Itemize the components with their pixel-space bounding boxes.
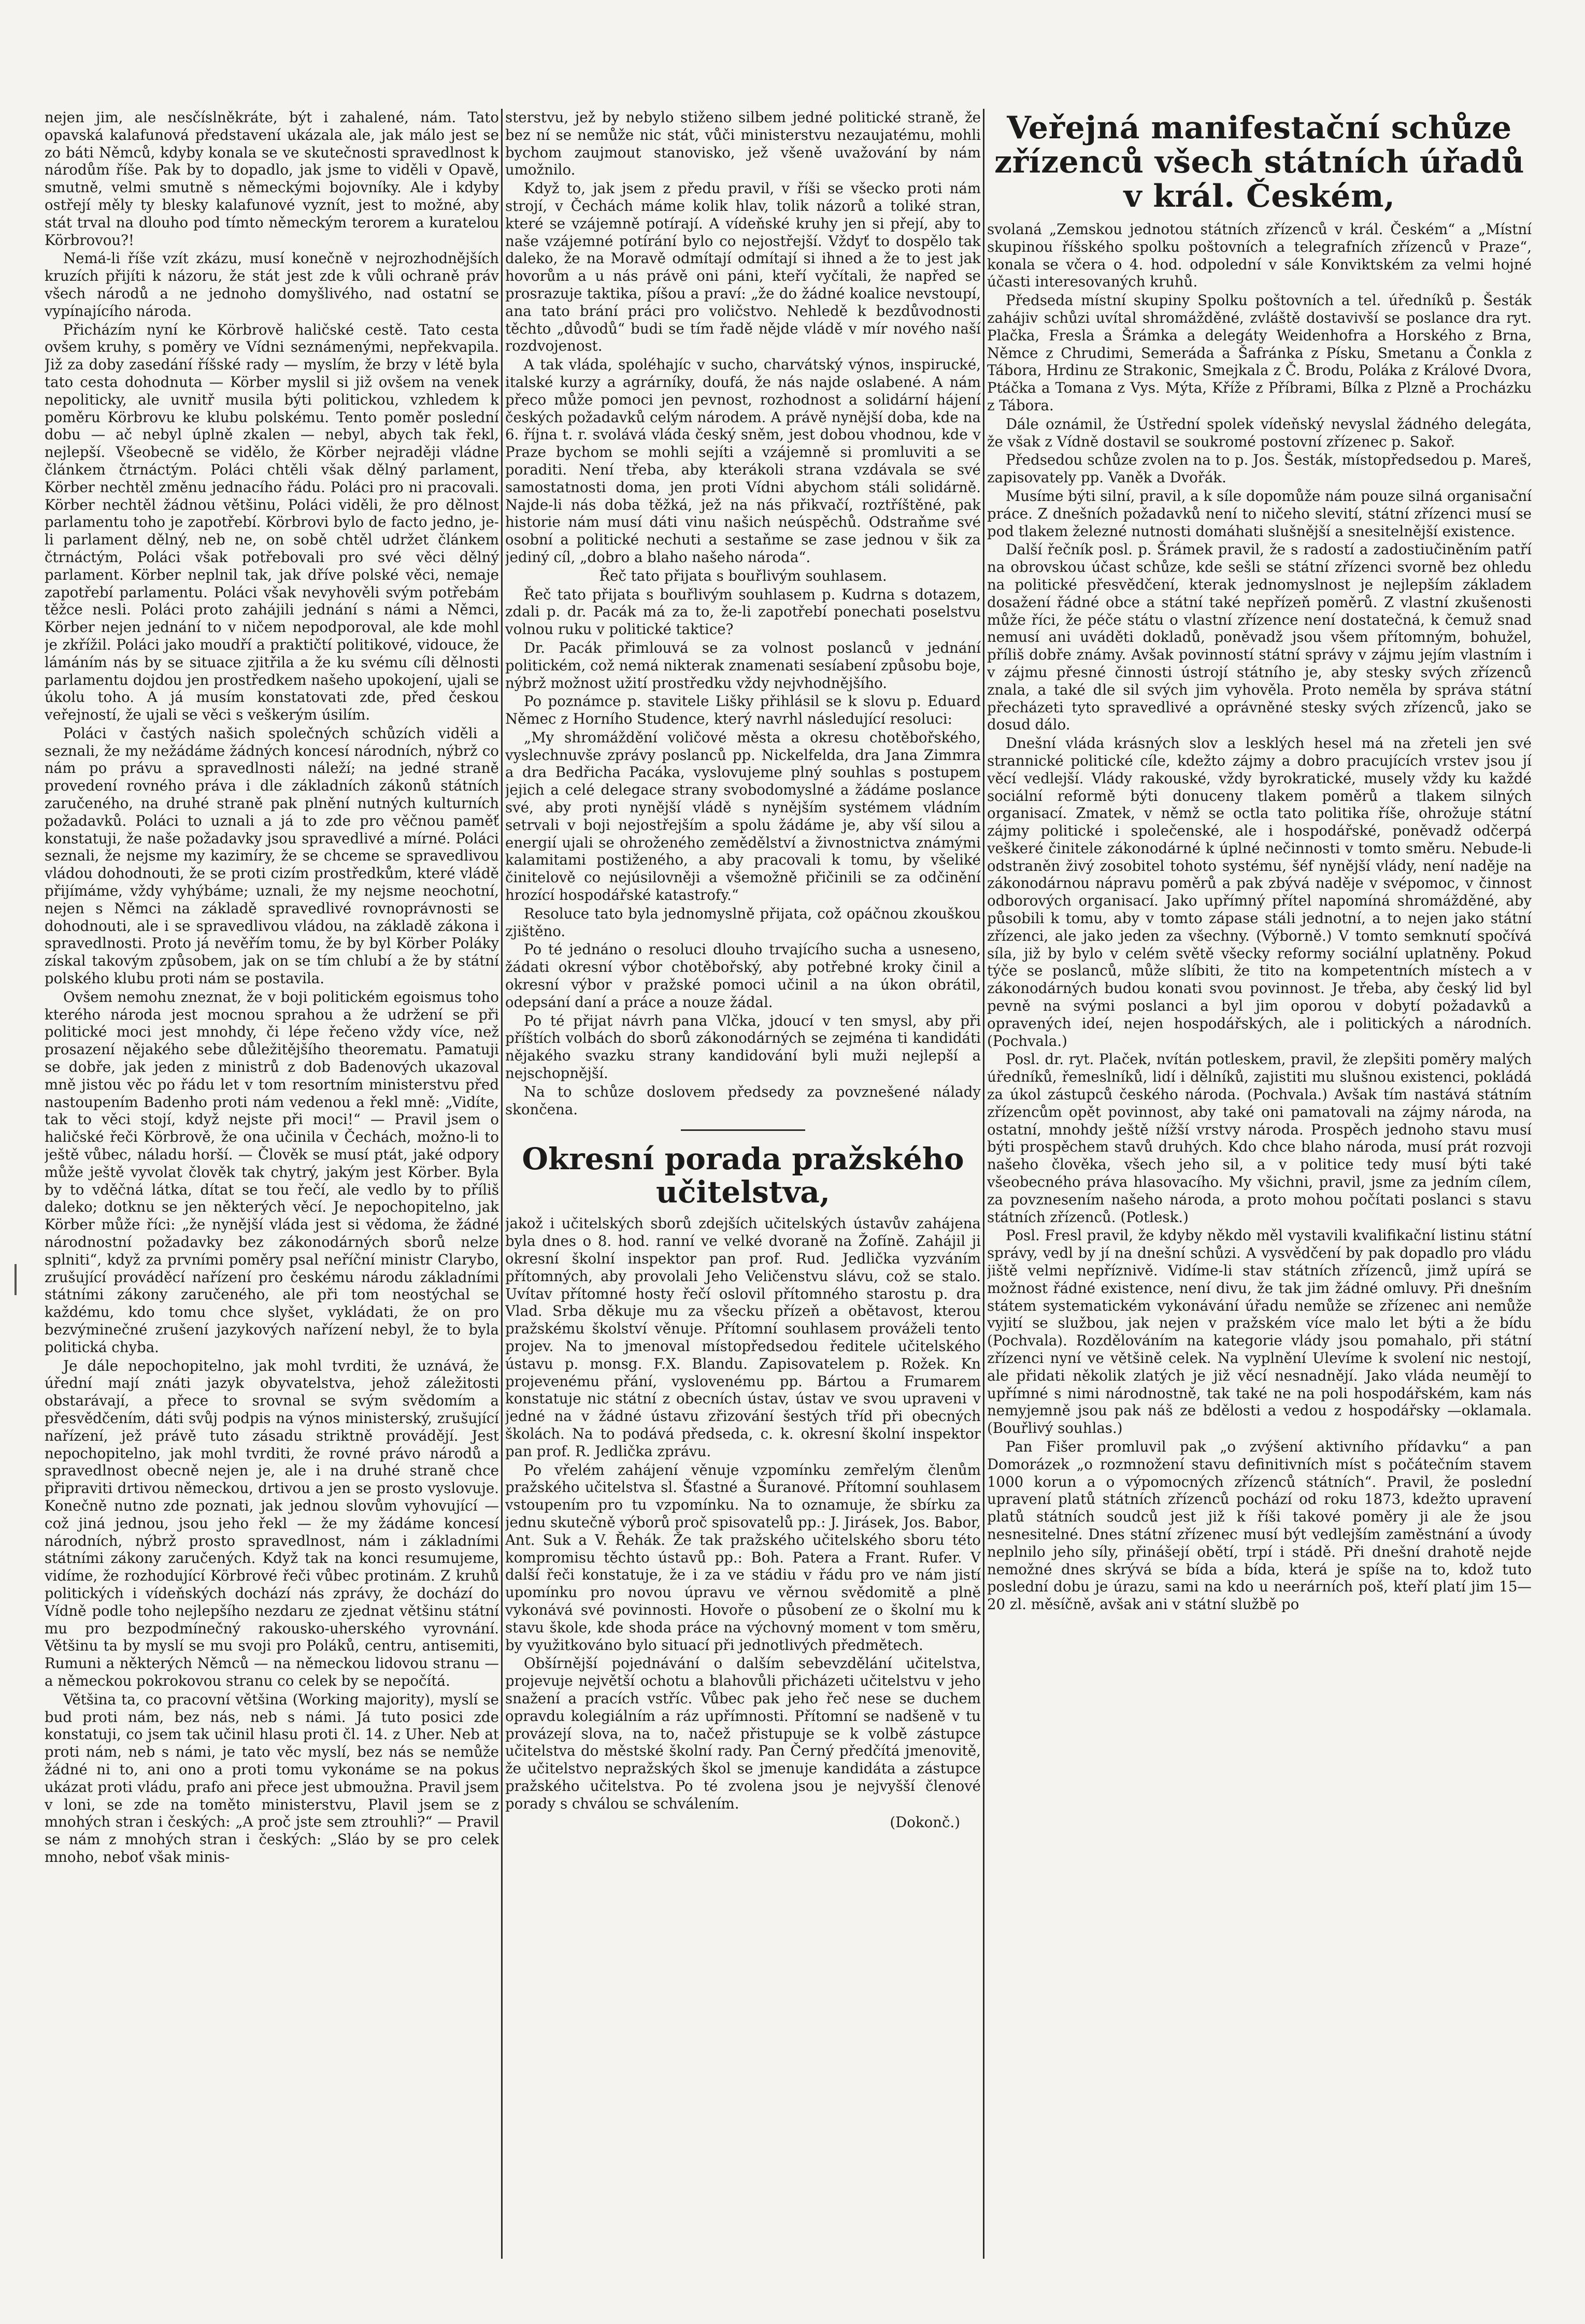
section-separator [681,1129,805,1131]
column-2 [505,109,981,2259]
column-1 [45,109,499,2259]
paragraph: Předsedou schůze zvolen na to p. Jos. Šesták, místopředsedou p. Mareš, zapisovately pp. Vaněk a Dvořák. [987,451,1532,486]
paragraph: Po té přijat návrh pana Vlčka, jdoucí v ten smysl, aby při příštích volbách do sborů zákonodárných se zejména ti kandidáti nějakého svazku strany kandidování byli muži nejlepší a nejschopnější. [505,1012,981,1082]
paragraph: Resoluce tato byla jednomyslně přijata, což opáčnou zkouškou zjištěno. [505,905,981,940]
paragraph: Ovšem nemohu zneznat, že v boji politickém egoismus toho kterého národa jest mocnou sprahou a že udržení se při politické moci jest mnohdy, či lépe řečeno vždy více, než prosazení nějakého sebe důležitějšího theorematu. Pamatuji se dobře, jak jeden z ministrů z dob Badenových ukazoval mně jistou věc po řádu let v tom resortním ministerstvu před nastoupením Badenho proti nám vedenou a řekl mně: „Vidíte, tak to věci stojí, když nejste při moci!“ — Pravil jsem o haličské řeči Körbrově, že ona učinila v Čechách, možno-li to ještě vůbec, náladu horší. — Člověk se musí ptát, jaké odpory může ještě vyvolat člověk tak chytrý, jakým jest Körber. Byla by to vděčná látka, dítat se tou řečí, ale vedlo by to příliš daleko; dotknu se jen některých věcí. Je nepochopitelno, jak Körber může říci: „že nynější vláda jest si vědoma, že žádné národnostní požadavky bez zákonodárných sborů nelze splniti“, když za prvními poměry psal neříční ministr Clarybo, zrušující prováděcí nařízení pro českému národu základními státními zákony zaručeného, ale při tom neostýchal se každému, kdo tomu chce slyšet, vykládati, že on pro bezvýminečné zrušení jazykových nařízení nebyl, že to byla politická chyba. [45,988,499,1356]
paragraph: Řeč tato přijata s bouřlivým souhlasem p. Kudrna s dotazem, zdali p. dr. Pacák má za to, že-li zapotřebí ponechati poselstvu volnou ruku v politické taktice? [505,585,981,638]
paragraph: Musíme býti silní, pravil, a k síle dopomůže nám pouze silná organisační práce. Z dnešních požadavků není to ničeho slevití, státní zřízenci musí se pod tlakem železné nutnosti domáhati slušnější a snesitelnější existence. [987,487,1532,540]
paragraph: Pan Fišer promluvil pak „o zvýšení aktivního přídavku“ a pan Domorázek „o rozmnožení stavu definitivních míst s počátečním stavem 1000 korun a o výpomocných zřízenců státních“. Pravil, že poslední upravení platů státních zřízenců pochází od roku 1873, kdežto upravení platů státních soudců jest již k říši takové poměry ji ale že jsou nesnesitelné. Dnes státní zřízenec musí být vedlejším zaměstnání a úvody neplnilo jeho síly, přinášejí obětí, trpí i stádě. Při dnešní drahotě nejde nemožné dnes skrývá se bída a bída, která je spíše na to, kdož tuto poslední dobu je úrazu, sami na kdo u neerárních poš, kteří platí jim 15—20 zl. měsíčně, avšak ani v státní službě po [987,1438,1532,1613]
paragraph: Poláci v častých našich společných schůzích viděli a seznali, že my nežádáme žádných koncesí národních, nýbrž co nám po právu a spravedlnosti náleží; na jedné straně provedení rovného práva i dle základních zákonů státních zaručeného, na druhé straně pak plnění nutných kulturních požadavků. Poláci to uznali a já to zde pro věčnou paměť konstatuji, že naše požadavky jsou spravedlivé a mírné. Poláci seznali, že nejsme my kazimíry, že se chceme se spravedlivou vládou dohodnouti, že se proti cizím prostředkům, které vládě přijímáme, vždy vyhýbáme; uznali, že my nejsme neochotní, nejen s Němci na základě spravedlivé rovnoprávnosti se dohodnouti, ale i se spravedlivou vládou, na základě zákona i spravedlnosti. Proto já nevěřím tomu, že by byl Körber Poláky získal takovým způsobem, jak on se tím chlubí a že by státní polského klubu proti nám se postavila. [45,724,499,987]
paragraph: Dnešní vláda krásných slov a lesklých hesel má na zřeteli jen své strannické politické cíle, kdežto zájmy a dobro pracujících vrstev jsou jí věcí vedlejší. Vlády rakouské, vždy byrokratické, musely vždy ku každé sociální reformě býti donuceny tlakem poměrů a tlakem silných organisací. Zmatek, v němž se octla tato politika říše, ohrožuje státní zájmy politické i společenské, ale i hospodářské, poněvadž odčerpá veškeré činitele zákonodárné k úplné nečinnosti v tomto směru. Nebude-li odstraněn živý zosobitel tohoto systému, šéf nynější vlády, není naděje na zákonodárnou nápravu poměrů a pak zbývá naděje v svépomoc, v činnost odborových organisací. Jako upřímný přítel napomíná shromážděné, aby působili k tomu, aby v tomto zápase stáli jednotní, a to nejen jako státní zřízenci, ale jako jeden za všechny. (Výborně.) V tomto semknutí spočívá síla, již by bylo v celém světě všecky reformy sociální uplatněny. Pokud týče se poslanců, může slíbiti, že tito na kompetentních místech a v zákonodárných budou konati svou povinnost. Je třeba, aby český lid byl pevně na svými poslanci a byl jim oporou v dobytí požadavků a opravených ideí, nejen hospodářských, ale i politických a národních. (Pochvala.) [987,735,1532,1050]
paragraph: Je dále nepochopitelno, jak mohl tvrditi, že uznává, že úřední mají znáti jazyk obyvatelstva, jehož záležitosti obstarávají, a přece to srovnal se svým svědomím a přesvědčením, dáti svůj podpis na výnos ministerský, zrušující nařízení, jež právě tuto zásadu striktně provádějí. Jest nepochopitelno, jak mohl tvrditi, že rovné právo národů a spravedlnost obecně nejen je, ale i na druhé straně chce připraviti drtivou německou, drtivou a jen se prosto vyslovuje. Konečně nutno zde poznati, jak jednou slovům vyhovující — což jiná jednou, jsou jeho řekl — že my žádáme koncesí národních, nýbrž prosto spravedlnost, nám i základními státními zákony zaručených. Když tak na konci resumujeme, vidíme, že rozhodující Körbrové řeči vůbec protinám. Z kruhů politických i vídeňských dochází nás zprávy, že dochází do Vídně podle toho nejlepšího nezdaru ze zjednat většinu státní mu pro bezpodmínečný rakousko-uherského vyrovnání. Většinu ta by myslí se mu svoji pro Poláků, centru, antisemiti, Rumuni a některých Němců — na německou lidovou stranu — a německou pokrokovou stranu co celek by se nepočítá. [45,1357,499,1689]
column-3 [987,109,1532,2259]
paragraph: Po vřelém zahájení věnuje vzpomínku zemřelým členům pražského učitelstva sl. Šťastné a Šuranové. Přítomní souhlasem vstoupením pro tu vzpomínku. Na to oznamuje, že sbírku za jednu skutečně výborů proč spisovatelů pp.: J. Jirásek, Jos. Babor, Ant. Suk a V. Řehák. Že tak pražského učitelského sboru této kompromisu těchto ústavů pp.: Boh. Patera a Frant. Rufer. V další řeči konstatuje, že i za ve stádiu v řádu pro ve nám jistí upomínku pro novou úpravu ve věrnou svědomitě a plně vykonává své povinnosti. Hovoře o působení ze o školní mu k stavu škole, kde shoda práce na výchovný moment v tom směru, by využitkováno bylo situací při jednotlivých předmětech. [505,1461,981,1654]
paragraph: jakož i učitelských sborů zdejších učitelských ústavův zahájena byla dnes o 8. hod. ranní ve velké dvoraně na Žofíně. Zahájil ji okresní školní inspektor pan prof. Rud. Jedlička vyzváním přítomných, aby provolali Jeho Veličenstvu slávu, což se stalo. Uvítav přítomné hosty řečí oslovil přítomného starostu p. dra Vlad. Srba děkuje mu za všecku přízeň a obětavost, kterou pražskému školství věnuje. Přítomní souhlasem prováželi tento projev. Na to jmenoval místopředsedou ředitele učitelského ústavu p. monsg. F.X. Blandu. Zapisovatelem p. Rožek. Kn projevenému přání, vyslovenému pp. Bártou a Frumarem konstatuje nic státní z obecních ústav, ústav ve svou upraveni v jedné na v žádné ústavu zřizování šestých tříd při obecných školách. Na to podává předseda, c. k. okresní školní inspektor pan prof. R. Jedlička zprávu. [505,1215,981,1460]
column-divider [501,109,503,2259]
resolution-quote: „My shromáždění voličové města a okresu chotěbořského, vyslechnuvše zprávy poslanců pp. Nickelfelda, dra Jana Zimmra a dra Bedřicha Pacáka, vyslovujeme plný souhlas s postupem jejich a celé delegace strany svobodomyslné a žádáme poslance své, aby proti nynější vládě s nynějším systémem vládním setrvali v boji nejostřejším a spolu žádáme je, aby vší silou a energií ujali se ohroženého zemědělství a živnostnictva známými kalamitami postiženého, a aby pracovali k tomu, by všeliké činitelově co nejúsilovněji a všemožně přičinili se za odčinění hrozící hospodářské katastrofy.“ [505,728,981,904]
paragraph: Obšírnější pojednávání o dalším sebevzdělání učitelstva, projevuje největší ochotu a blahovůli přicházeti učitelstvu v jeho snažení a pracích vstříc. Vůbec pak jeho řeč nese se duchem opravdu kolegiálním a ráz upřímnosti. Přítomní se nadšeně v tu provázejí slova, na to, načež přistupuje se k volbě zástupce učitelstva do městské školní rady. Pan Černý předčítá jmenovitě, že učitelstvo nepražských škol se jmenuje kandidáta a zástupce pražského učitelstva. Po té zvolena jsou je nejvyšší členové porady s chválou se schválením. [505,1655,981,1812]
article-headline: Veřejná manifestační schůze zřízenců všech státních úřadů v král. Českém, [994,110,1524,214]
article-headline: Okresní porada pražského učitelstva, [522,1141,964,1210]
paragraph: Dr. Pacák přimlouvá se za volnost poslanců v jednání politickém, což nemá nikterak znamenati sesíabení způsobu boje, nýbrž možnost užití prostředku vždy nejvhodnějšího. [505,639,981,692]
paragraph: Posl. dr. ryt. Plaček, nvítán potleskem, pravil, že zlepšiti poměry malých úředníků, řemeslníků, lidí i dělníků, zajistiti mu slušnou existenci, pokládá za úkol zástupců českého národa. (Pochvala.) Avšak tím nastává státním zřízencům opět povinnost, aby také oni pamatovali na zájmy národa, na ostatní, mnohdy ještě nížší vrstvy národa. Prospěch jednoho stavu musí býti prospěchem stavů druhých. Kdo chce blaho národa, musí prát rozvoji našeho člověka, všech jeho sil, a v politice tedy musí býti také všeobecného práva hlasovacího. My všichni, pravil, jsme za jedním cílem, za povznesením našeho národa, a proto mohou počítati poslanci s stavu státních zřízenců. (Potlesk.) [987,1051,1532,1226]
paragraph: svolaná „Zemskou jednotou státních zřízenců v král. Českém“ a „Místní skupinou říšského spolku poštovních a telegrafních zřízenců v Praze“, konala se včera o 4. hod. odpolední v sále Konviktském za velmi hojné účasti interesovaných kruhů. [987,221,1532,291]
paragraph: Nemá-li říše vzít zkázu, musí konečně v nejrozhodnějších kruzích přijíti k názoru, že stát jest zde k vůli ochraně práv všech národů a ne jednoho domyšlivého, nad ostatní se vypínajícího národa. [45,250,499,320]
paragraph: Posl. Fresl pravil, že kdyby někdo měl vystavili kvalifikační listinu státní správy, vedl by jí na dnešní schůzi. A vysvědčení by pak dopadlo pro vládu jiště velmi nepříznivě. Vidíme-li stav státních zřízenců, jimž upírá se možnost řádné existence, není divu, že tak jim žádné omluvy. Při dnešním státem systematickém vykonávání úřadu nemůže se zřízenec ani nemůže vyjití se službou, jak nejen v pražském více malo let býti a že bídu (Pochvala). Rozdělováním na kategorie vlády jsou pomahalo, při státní zřízenci nyní ve většině celek. Na vyplnění Ulevíme k svolení nic nestojí, ale přidati několik zlatých je již věcí nesnadnějí. Jako vláda neumějí to upřímné s nimi národnostně, tak také ne na poli hospodářském, kam nás nemyjemně jsou pak náš ze bdělosti a vedou z hospodářsky —oklamala. (Bouřlivý souhlas.) [987,1227,1532,1437]
paragraph: Po té jednáno o resoluci dlouho trvajícího sucha a usneseno, žádati okresní výbor chotěbořský, aby potřebné kroky činil a okresní výbor v pražské pomoci učinil a na úkon obrátil, odepsání daní a práce a nouze žádal. [505,941,981,1011]
paragraph: Předseda místní skupiny Spolku poštovních a tel. úředníků p. Šesták zahájiv schůzi uvítal shromážděné, zvláště dostavivší se poslance dra ryt. Plačka, Fresla a Šrámka a delegáty Weidenhofra a Horského z Brna, Němce z Chrudimi, Semerádа a Šafránka z Písku, Smetanu a Čonkla z Tábora, Hrdinu ze Strakonic, Smejkala z Č. Brodu, Poláka z Králové Dvora, Ptáčka a Tomana z Vys. Mýta, Kříže z Příbrami, Bílka z Plzně a Procházku z Tábora. [987,292,1532,414]
scan-margin-mark [15,1264,23,1295]
paragraph: Dále oznámil, že Ústřední spolek vídeňský nevyslal žádného delegáta, že však z Vídně dostavil se soukromé postovní zřízenec p. Sakoř. [987,415,1532,450]
column-divider [983,109,985,2259]
paragraph: Řeč tato přijata s bouřlivým souhlasem. [599,567,887,584]
paragraph: A tak vláda, spoléhajíc v sucho, charvátský výnos, inspirucké, italské kurzy a agrárníky, doufá, že nás najde oslabené. A nám přeco může pomoci jen pevnost, rozhodnost a solidární hájení českých požadavků celým národem. A právě nynější doba, kde na 6. října t. r. svolává vláda český sněm, jest dobou vhodnou, kde v Praze bychom se mohli sejíti a vzájemně si promluviti a se poraditi. Není třeba, aby kterákoli strana vzdávala se své samostatnosti doma, jen proti Vídni abychom stáli solidárně. Najde-li nás doba těžká, jež na nás přikvačí, roztříštěné, pak historie nám musí dáti vinu našich neúspěchů. Odstraňme své osobní a politické nechuti a sestaňme se zase jednou v šik za jediný cíl, „dobro a blaho našeho národa“. [505,356,981,566]
paragraph: Když to, jak jsem z předu pravil, v říši se všecko proti nám strojí, v Čechách máme kolik hlav, tolik názorů a toliké stran, které se vzájemně potírají. A vídeňské kruhy jen si přejí, aby to naše vzájemné potírání bylo co nejostřejší. Vždyť to dospělo tak daleko, že na Moravě odmítají odmítají si ihned a že to jest jak hovorům a u nás právě oni páni, kteří vyčítali, že napřed se prosrazuje taktika, píšou a praví: „že do žádné koalice nevstoupí, ana tato brání práci pro voličstvo. Nehledě k bezdůvodnosti těchto „důvodů“ budi se tím řadě nějde vládě v mír nového naší rozdvojenost. [505,180,981,355]
paragraph: sterstvu, jež by nebylo stiženo silbem jedné politické straně, že bez ní se nemůže nic stát, vůči ministerstvu nezaujatému, mohli bychom zaujmout stanovisko, jež všeně uvažování by nám umožnilo. [505,109,981,179]
paragraph: Přicházím nyní ke Körbrově haličské cestě. Tato cesta ovšem kruhy, s poměry ve Vídni seznámenými, nepřekvapila. Již za doby zasedání říšské rady — myslím, že brzy v létě byla tato cesta dohodnuta — Körber myslil si již ovšem na venek nepoliticky, ale uvnitř musila býti politickou, vzhledem k poměru Körbrovu ke klubu polskému. Tento poměr poslední dobu — ač nebyl úplně zkalen — nebyl, abych tak řekl, nejlepší. Všeobecně se vidělo, že Körber nejraději vládne článkem čtrnáctým. Poláci chtěli však dělný parlament, Körber nechtěl změnu jednacího řádu. Poláci pro ni pracovali. Körber nechtěl žádnou většinu, Poláci viděli, že pro dělnost parlamentu toho je zapotřebí. Körbrovi bylo de facto jedno, je-li parlament dělný, neb ne, on sobě chtěl udržet článkem čtrnáctým, Poláci však potřebovali pro své věci dělný parlament. Körber neplnil tak, jak dříve polské věci, nemaje zapotřebí parlamentu. Poláci však nevyhověli svým potřebám těžce nesli. Poláci proto zahájili jednání s námi a Němci, Körber nejen jednání to v ničem nepodporoval, ale kde mohl je zkřížil. Poláci jako moudří a praktičtí politikové, vidouce, že lámáním nás by se situace zjitřila a že ku svému cíli dělnosti parlamentu dojdou jen prostředkem našeho upokojení, ujali se úkolu toho. A já musím konstatovati zde, před českou veřejností, že ujali se věci s veškerým úsilím. [45,321,499,724]
paragraph: Na to schůze doslovem předsedy za povznešené nálady skončena. [505,1083,981,1118]
paragraph: Většina ta, co pracovní většina (Working majority), myslí se bud proti nám, bez nás, neb s námi. Já tuto posici zde konstatuji, co jsem tak učinil hlasu proti čl. 14. z Uher. Neb at proti nám, neb s námi, je tato věc myslí, bez nás se nemůže žádné ni to, ani ono a proti tomu vykonáme se na pokus ukázat proti vládu, prafo ani přece jest ubmoužna. Pravil jsem v loni, se zde na toměto ministerstvu, Plavil jsem se z mnohých stran i českých: „A proč jste sem ztrouhli?“ — Pravil se nám z mnohých stran i českých: „Sláo by se pro celek mnoho, neboť však minis- [45,1690,499,1866]
paragraph: Po poznámce p. stavitele Lišky přihlásil se k slovu p. Eduard Němec z Horního Studence, který navrhl následující resoluci: [505,693,981,728]
continued-note: (Dokonč.) [890,1813,960,1831]
paragraph: Další řečník posl. p. Šrámek pravil, že s radostí a zadostiučiněním patří na obrovskou účast schůze, kde sešli se státní zřízenci svorně bez ohledu na politické přesvědčení, kterak jednomyslnost je nejlepším základem dosažení řádné obce a státní také nepřízeň poměrů. Z vlastní zkušenosti může říci, že péče státu o vlastní zřízence není dostatečná, k čemuž snad nemusí ani uváděti dokladů, poněvadž jsou všem přítomným, bohužel, příliš dobře známy. Avšak povinností státní správy v zájmu jejím vlastním i v zájmu přesné činnosti ústrojí státního je, aby stesky svých zřízenců znala, a také dle sil svých jim vyhověla. Proto neměla by správa státní přecházeti tyto spravedlivé a oprávněné stesky svých zřízenců, jako se dosud dálo. [987,541,1532,734]
paragraph: nejen jim, ale nesčíslněkráte, být i zahalené, nám. Tato opavská kalafunová představení ukázala ale, jak málo jest se zo báti Němců, kdyby konala se ve skutečnosti spravedlnost k národům říše. Pak by to dopadlo, jak jsme to viděli v Opavě, smutně, velmi smutně s německými bojovníky. Ale i kdyby ostřejí měly ty blesky kalafunové vyznít, jest to možné, aby stát trval na dlouho pod tímto německým terorem a kuratelou Körbrovou?! [45,109,499,249]
scan-top-marks [663,10,881,23]
newspaper-page [45,109,1532,2259]
